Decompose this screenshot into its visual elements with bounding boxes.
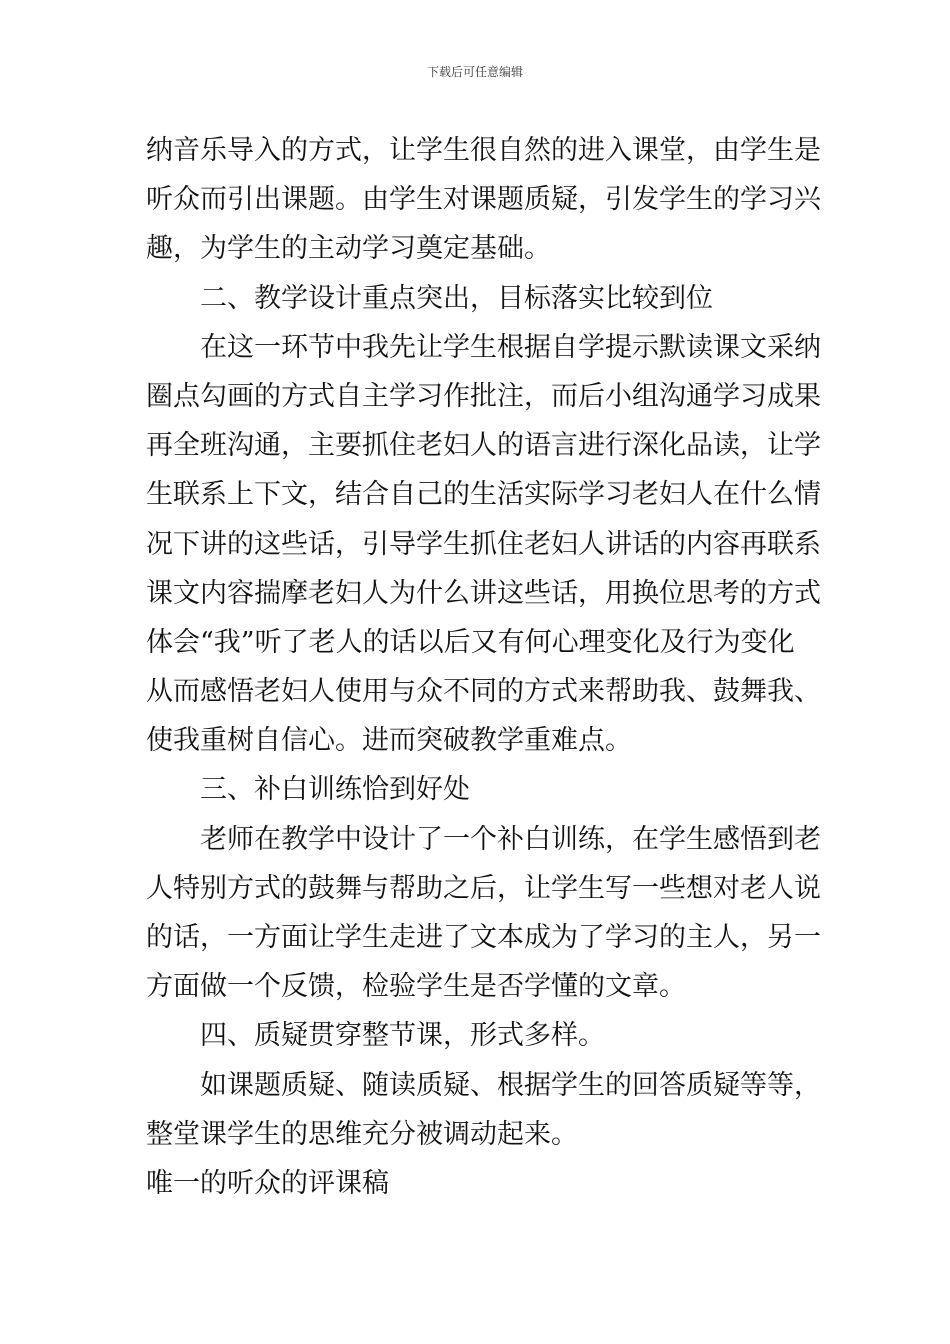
text-line: 生联系上下文，结合自己的生活实际学习老妇人在什么情: [146, 479, 821, 511]
text-line: 趣，为学生的主动学习奠定基础。: [146, 233, 551, 265]
section-heading: 四、质疑贯穿整节课，形式多样。: [200, 1020, 605, 1052]
text-line: 老师在教学中设计了一个补白训练，在学生感悟到老: [200, 823, 821, 855]
text-line: 从而感悟老妇人使用与众不同的方式来帮助我、鼓舞我、: [146, 676, 821, 708]
section-heading: 三、补白训练恰到好处: [200, 774, 470, 806]
text-line: 人特别方式的鼓舞与帮助之后，让学生写一些想对老人说: [146, 872, 821, 904]
document-body: [146, 126, 821, 1208]
text-line: 方面做一个反馈，检验学生是否学懂的文章。: [146, 971, 686, 1003]
text-line: 纳音乐导入的方式，让学生很自然的进入课堂，由学生是: [146, 135, 821, 166]
text-line: 整堂课学生的思维充分被调动起来。: [146, 1118, 578, 1150]
text-line: 在这一环节中我先让学生根据自学提示默读课文采纳: [200, 331, 821, 363]
text-line: 课文内容揣摩老妇人为什么讲这些话，用换位思考的方式: [146, 577, 821, 609]
text-line: 如课题质疑、随读质疑、根据学生的回答质疑等等，: [200, 1069, 821, 1101]
text-line: 使我重树自信心。进而突破教学重难点。: [146, 725, 632, 757]
section-heading: 二、教学设计重点突出，目标落实比较到位: [200, 282, 713, 314]
document-title: 唯一的听众的评课稿: [146, 1167, 389, 1199]
text-line: 再全班沟通，主要抓住老妇人的语言进行深化品读，让学: [146, 430, 821, 462]
page-header-note: 下载后可任意编辑: [426, 65, 523, 79]
text-line: 况下讲的这些话，引导学生抓住老妇人讲话的内容再联系: [146, 528, 821, 560]
text-line: 听众而引出课题。由学生对课题质疑，引发学生的学习兴: [146, 184, 821, 216]
text-line: 的话，一方面让学生走进了文本成为了学习的主人，另一: [146, 922, 821, 953]
text-line: 体会“我”听了老人的话以后又有何心理变化及行为变化: [146, 626, 795, 658]
text-line: 圈点勾画的方式自主学习作批注，而后小组沟通学习成果: [146, 380, 821, 412]
